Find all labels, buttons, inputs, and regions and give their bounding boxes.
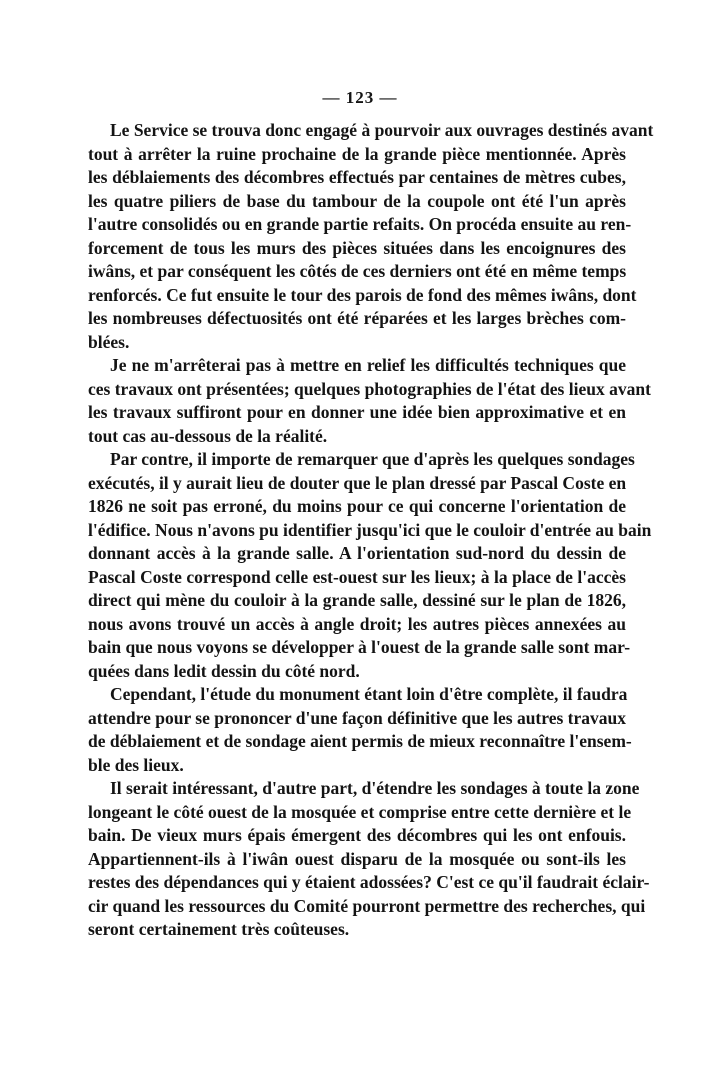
text-line: renforcés. Ce fut ensuite le tour des parois de fond des mêmes iwâns, dont (88, 284, 637, 305)
text-line: cir quand les ressources du Comité pourront permettre des recherches, qui (88, 895, 646, 916)
text-line: l'autre consolidés ou en grande partie refaits. On procéda ensuite au ren- (88, 214, 632, 234)
text-line: Pascal Coste correspond celle est-ouest sur les lieux; à la place de l'accès (88, 566, 626, 587)
text-line: Appartiennent-ils à l'iwân ouest disparu de la mosquée ou sont-ils les (88, 848, 626, 869)
text-line: 1826 ne soit pas erroné, du moins pour ce qui concerne l'orientation de (88, 496, 626, 516)
page-number: — 123 — (322, 88, 398, 107)
text-line: l'édifice. Nous n'avons pu identifier jusqu'ici que le couloir d'entrée au bain (88, 519, 652, 540)
paragraph (88, 777, 650, 942)
text-line: tout cas au-dessous de la réalité. (88, 425, 328, 446)
text-line: forcement de tous les murs des pièces situées dans les encoignures des (88, 237, 626, 258)
paragraph (88, 448, 652, 683)
text-line: donnant accès à la grande salle. A l'orientation sud-nord du dessin de (88, 543, 626, 563)
text-line: direct qui mène du couloir à la grande salle, dessiné sur le plan de 1826, (88, 590, 626, 610)
text-line: seront certainement très coûteuses. (88, 919, 350, 939)
text-line: quées dans ledit dessin du côté nord. (88, 660, 360, 681)
text-line: exécutés, il y aurait lieu de douter que le plan dressé par Pascal Coste en (88, 472, 627, 493)
text-line: longeant le côté ouest de la mosquée et comprise entre cette dernière et le (88, 801, 632, 822)
text-line: tout à arrêter la ruine prochaine de la grande pièce mentionnée. Après (88, 143, 626, 164)
paragraph (88, 683, 632, 777)
text-line: les déblaiements des décombres effectués par centaines de mètres cubes, (88, 167, 626, 187)
text-line: restes des dépendances qui y étaient adossées? C'est ce qu'il faudrait éclair- (88, 872, 650, 892)
text-line: Je ne m'arrêterai pas à mettre en relief les difficultés techniques que (110, 355, 626, 375)
text-line: blées. (88, 331, 130, 352)
text-line: bain que nous voyons se développer à l'ouest de la grande salle sont mar- (88, 637, 631, 657)
text-line: nous avons trouvé un accès à angle droit; les autres pièces annexées au (88, 613, 626, 634)
page-body (88, 119, 654, 942)
text-line: Il serait intéressant, d'autre part, d'étendre les sondages à toute la zone (110, 778, 640, 798)
text-line: Cependant, l'étude du monument étant loin d'être complète, il faudra (110, 684, 628, 704)
text-line: iwâns, et par conséquent les côtés de ces derniers ont été en même temps (88, 261, 627, 281)
text-line: bain. De vieux murs épais émergent des décombres qui les ont enfouis. (88, 825, 626, 845)
text-line: les nombreuses défectuosités ont été réparées et les larges brèches com- (88, 308, 626, 328)
text-line: attendre pour se prononcer d'une façon définitive que les autres travaux (88, 707, 626, 728)
paragraph (88, 119, 654, 354)
text-line: de déblaiement et de sondage aient permis de mieux reconnaître l'ensem- (88, 731, 632, 751)
text-line: les travaux suffiront pour en donner une idée bien approximative et en (88, 402, 626, 422)
text-line: les quatre piliers de base du tambour de la coupole ont été l'un après (88, 190, 626, 211)
text-line: Par contre, il importe de remarquer que d'après les quelques sondages (110, 449, 635, 469)
text-line: ble des lieux. (88, 754, 184, 775)
text-line: ces travaux ont présentées; quelques photographies de l'état des lieux avant (88, 378, 651, 399)
paragraph (88, 354, 651, 448)
text-line: Le Service se trouva donc engagé à pourvoir aux ouvrages destinés avant (110, 120, 654, 140)
